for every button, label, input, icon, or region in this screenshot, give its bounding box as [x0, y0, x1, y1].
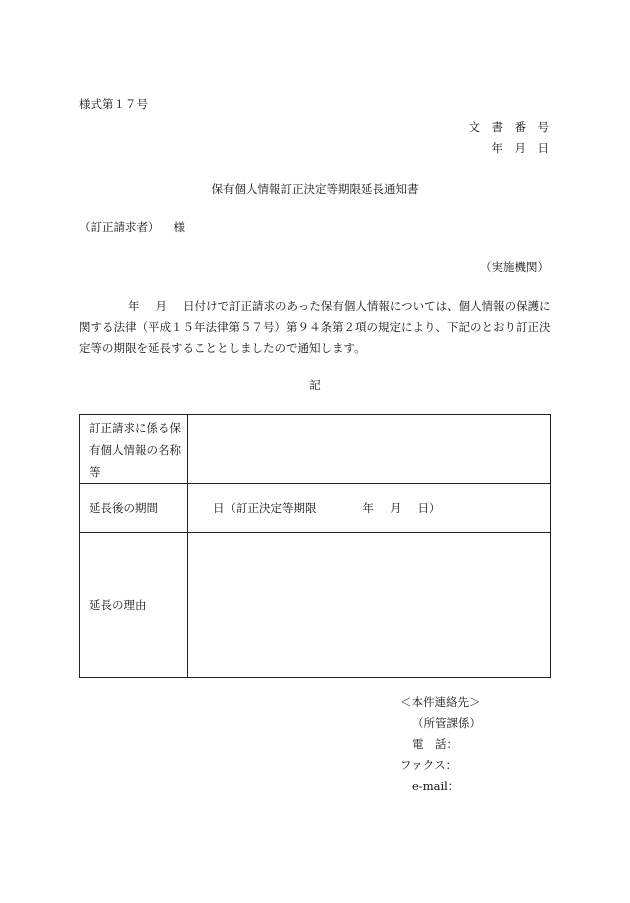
- period-month: 月: [390, 501, 402, 515]
- contact-phone: 電 話：: [412, 737, 458, 751]
- reason-label: 延長の理由: [80, 533, 188, 678]
- reason-value: [188, 533, 551, 678]
- form-number: 様式第１７号: [79, 97, 148, 111]
- recipient-honorific: 様: [173, 220, 185, 234]
- period-label: 延長後の期間: [80, 484, 188, 533]
- ki-heading: 記: [309, 378, 321, 392]
- contact-section: （所管課係）: [412, 716, 481, 730]
- period-value: [188, 484, 551, 533]
- name-value: [188, 415, 551, 484]
- document-number: 文 書 番 号: [468, 120, 549, 134]
- table-row-name: [80, 415, 551, 484]
- body-year: 年: [128, 299, 140, 313]
- document-date: 年 月 日: [491, 141, 549, 155]
- name-label: 訂正請求に係る保有個人情報の名称等: [80, 415, 188, 484]
- contact-fax: ファクス：: [400, 758, 458, 772]
- agency-name: （実施機関）: [480, 260, 549, 274]
- table-row-period: [80, 484, 551, 533]
- contact-block: [400, 692, 481, 797]
- period-year: 年: [362, 501, 374, 515]
- table-row-reason: [80, 533, 551, 678]
- body-month: 月: [155, 299, 167, 313]
- info-table: [79, 414, 551, 678]
- contact-heading: ＜本件連絡先＞: [400, 695, 481, 709]
- body-paragraph: [79, 296, 551, 359]
- period-day: 日（訂正決定等期限: [213, 501, 317, 515]
- contact-email: e-mail：: [412, 779, 460, 793]
- period-close: 日）: [417, 501, 441, 515]
- recipient-line: [79, 219, 185, 235]
- document-title: 保有個人情報訂正決定等期限延長通知書: [211, 182, 419, 196]
- body-text: 日付けで訂正請求のあった保有個人情報については、個人情報の保護に関する法律（平成１５年法律第５７号）第９４条第２項の規定により、下記のとおり訂正決定等の期限を延長することとしましたので通知します。: [79, 299, 551, 355]
- recipient-label: （訂正請求者）: [79, 220, 160, 234]
